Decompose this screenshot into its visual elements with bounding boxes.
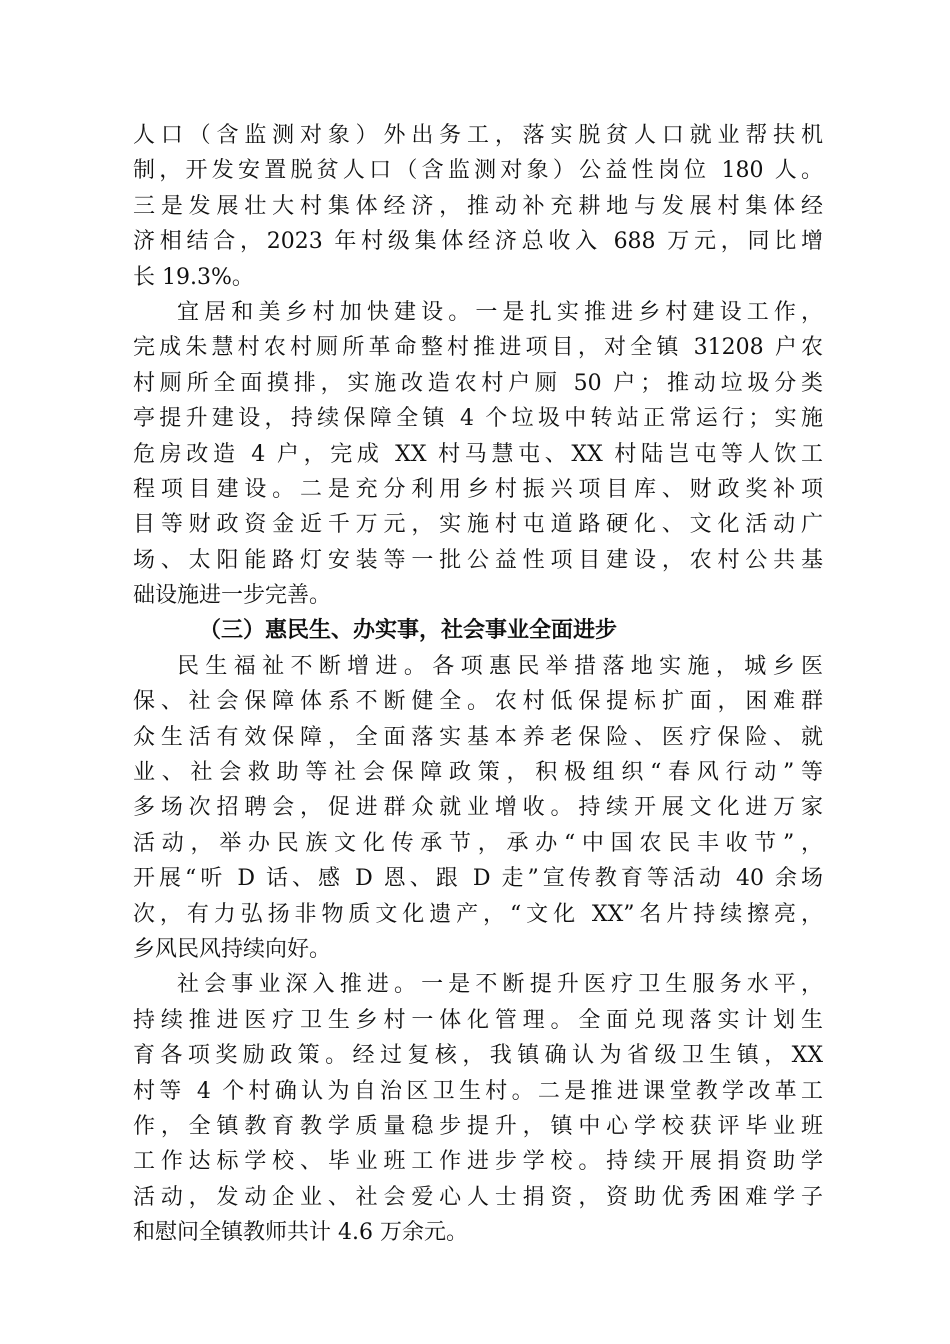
text-line: 长 19.3%。	[133, 264, 254, 290]
paragraph-livelihood	[133, 649, 823, 968]
document-body	[133, 118, 823, 1251]
text-line: 亭提升建设，持续保障全镇 4 个垃圾中转站正常运行；实施	[133, 406, 823, 432]
text-line: 础设施进一步完善。	[133, 583, 332, 609]
text-line: 工作达标学校、毕业班工作进步学校。持续开展捐资助学	[133, 1149, 823, 1175]
text-line: 制，开发安置脱贫人口（含监测对象）公益性岗位 180 人。	[133, 158, 823, 184]
text-line: 村等 4 个村确认为自治区卫生村。二是推进课堂教学改革工	[133, 1078, 823, 1104]
paragraph-rural-construction	[133, 295, 823, 614]
paragraph-poverty-employment	[133, 118, 823, 295]
text-line: 开展“听 D 话、感 D 恩、跟 D 走”宣传教育等活动 40 余场	[133, 866, 823, 892]
text-line: 育各项奖励政策。经过复核，我镇确认为省级卫生镇，XX	[133, 1043, 823, 1069]
text-line: 社会事业深入推进。一是不断提升医疗卫生服务水平，	[177, 972, 823, 998]
text-line: 作，全镇教育教学质量稳步提升，镇中心学校获评毕业班	[133, 1113, 823, 1139]
text-line: 程项目建设。二是充分利用乡村振兴项目库、财政奖补项	[133, 476, 823, 502]
text-line: 持续推进医疗卫生乡村一体化管理。全面兑现落实计划生	[133, 1007, 823, 1033]
text-line: 场、太阳能路灯安装等一批公益性项目建设，农村公共基	[133, 547, 823, 573]
text-line: 三是发展壮大村集体经济，推动补充耕地与发展村集体经	[133, 193, 823, 219]
text-line: 完成朱慧村农村厕所革命整村推进项目，对全镇 31208 户农	[133, 335, 823, 361]
text-line: 危房改造 4 户，完成 XX 村马慧屯、XX 村陆岂屯等人饮工	[133, 441, 823, 467]
text-line: 村厕所全面摸排，实施改造农村户厕 50 户；推动垃圾分类	[133, 370, 823, 396]
section-heading: （三）惠民生、办实事，社会事业全面进步	[199, 617, 618, 644]
text-line: 民生福祉不断增进。各项惠民举措落地实施，城乡医	[177, 653, 823, 679]
text-line: 保、社会保障体系不断健全。农村低保提标扩面，困难群	[133, 689, 823, 715]
paragraph-social-undertakings	[133, 967, 823, 1250]
text-line: 乡风民风持续向好。	[133, 936, 332, 962]
text-line: 和慰问全镇教师共计 4.6 万余元。	[133, 1220, 468, 1246]
text-line: 人口（含监测对象）外出务工，落实脱贫人口就业帮扶机	[133, 123, 823, 148]
text-line: 宜居和美乡村加快建设。一是扎实推进乡村建设工作，	[177, 299, 823, 325]
text-line: 目等财政资金近千万元，实施村屯道路硬化、文化活动广	[133, 512, 823, 538]
text-line: 业、社会救助等社会保障政策，积极组织“春风行动”等	[133, 760, 823, 786]
text-line: 活动，发动企业、社会爱心人士捐资，资助优秀困难学子	[133, 1184, 823, 1210]
text-line: 济相结合，2023 年村级集体经济总收入 688 万元，同比增	[133, 229, 823, 255]
text-line: 众生活有效保障，全面落实基本养老保险、医疗保险、就	[133, 724, 823, 750]
text-line: 活动，举办民族文化传承节，承办“中国农民丰收节”，	[133, 830, 823, 856]
text-line: 次，有力弘扬非物质文化遗产，“文化 XX”名片持续擦亮，	[133, 901, 823, 927]
text-line: 多场次招聘会，促进群众就业增收。持续开展文化进万家	[133, 795, 823, 821]
